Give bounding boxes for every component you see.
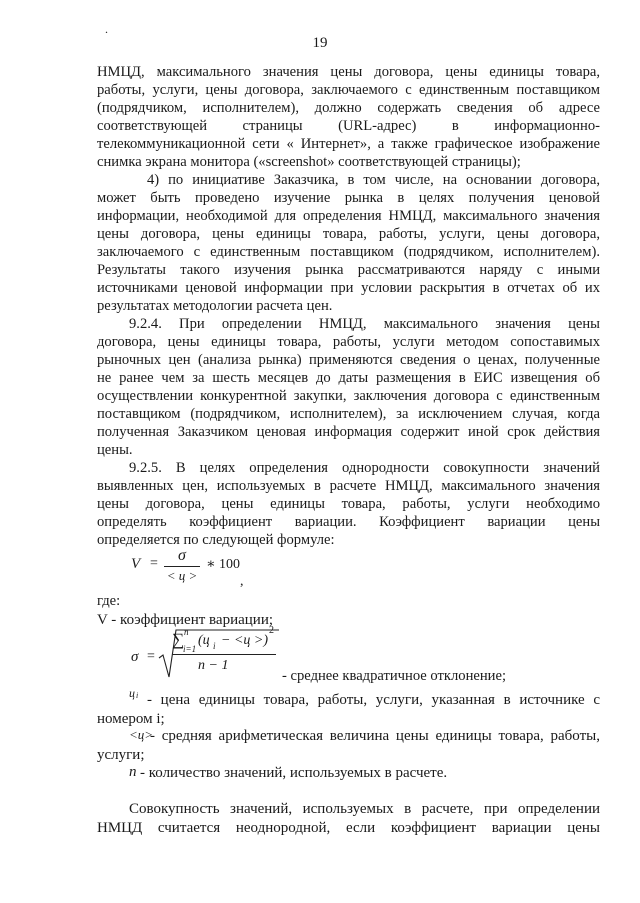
power-exponent: 2	[269, 625, 274, 636]
v-definition: V - коэффициент вариации;	[97, 612, 274, 628]
sum-upper-limit: n	[184, 627, 189, 637]
text-line: цены договора, цены единицы товара, работы, услуги, цены договора,	[97, 226, 600, 242]
text-line: НМЦД считается неоднородной, если коэффициент вариации цены	[97, 820, 600, 836]
price-symbol: ц	[129, 686, 135, 700]
mean-definition-cont: услуги;	[97, 747, 145, 763]
sum-term-mean: − <ц >)	[221, 633, 269, 648]
text-line: определяется по следующей формуле:	[97, 532, 335, 548]
text-line: заключаемого с единственным поставщиком (подрядчиком, исполнителем).	[97, 244, 600, 260]
where-label: где:	[97, 593, 121, 609]
formula-numerator: σ	[178, 547, 186, 564]
formula-comma: ,	[240, 574, 244, 589]
sum-term-index: i	[213, 641, 216, 651]
text-line: поставщиком (подрядчиком, исполнителем), за исключением случая, когда	[97, 406, 600, 422]
text-line: Совокупность значений, используемых в расчете, при определении	[129, 801, 600, 817]
text-line: выявленных цен, используемых в расчете НМЦД, максимального значения	[97, 478, 600, 494]
text-line: телекоммуникационной сети « Интернет», а также графическое изображение	[97, 136, 600, 152]
text-line: рыночных цен (анализа рынка) применяются сведения о ценах, полученные	[97, 352, 600, 368]
sigma-definition: - среднее квадратичное отклонение;	[282, 668, 507, 684]
price-definition-cont: номером i;	[97, 711, 165, 727]
text-line: 9.2.5. В целях определения однородности совокупности значений	[129, 460, 600, 476]
text-line: источниками ценовой информации при условии раскрытия в отчетах об их	[97, 280, 600, 296]
text-line: результатах методологии расчета цен.	[97, 298, 333, 314]
text-line: договора, цены единицы товара, работы, услуги методом сопоставимых	[97, 334, 600, 350]
formula-denominator: n − 1	[198, 658, 229, 673]
text-line: полученная Заказчиком ценовая информация содержит иной срок действия	[97, 424, 600, 440]
text-line: НМЦД, максимального значения цены договора, цены единицы товара,	[97, 64, 600, 80]
formula-denominator: < ц >	[166, 568, 198, 583]
page-number: 19	[312, 35, 328, 51]
text-line: соответствующей страницы (URL-адрес) в информационно-	[97, 118, 600, 134]
text-line: может быть проведено изучение рынка в целях получения ценовой	[97, 190, 600, 206]
formula-equals: =	[150, 556, 158, 571]
text-line: цены договора, цены единицы товара, работы, услуги необходимо	[97, 496, 600, 512]
text-line: информации, необходимой для определения НМЦД, максимального значения	[97, 208, 600, 224]
text-line: не ранее чем за шесть месяцев до даты размещения в ЕИС извещения об	[97, 370, 600, 386]
fraction-line	[164, 566, 200, 567]
mean-symbol: <ц>	[129, 727, 154, 742]
count-symbol: n	[129, 764, 137, 780]
formula-lhs: V	[131, 556, 141, 572]
fraction-line	[172, 654, 276, 655]
mean-definition: - средняя арифметическая величина цены единицы товара, работы,	[150, 728, 600, 744]
price-symbol-index: i	[136, 691, 139, 700]
text-line: цены.	[97, 442, 133, 458]
count-definition: - количество значений, используемых в расчете.	[140, 765, 448, 781]
formula-multiplier: ∗ 100	[206, 557, 241, 572]
page-mark: .	[105, 22, 108, 36]
sum-sign: ∑	[172, 630, 185, 649]
text-line: работы, услуги, цены договора, заключаемого с единственным поставщиком	[97, 82, 600, 98]
sigma-symbol: σ	[131, 649, 139, 665]
price-definition: - цена единицы товара, работы, услуги, указанная в источнике с	[147, 692, 600, 708]
text-line: (подрядчиком, исполнителем), должно содержать сведения об адресе	[97, 100, 600, 116]
sum-term: (ц	[198, 633, 210, 648]
text-line: Результаты такого изучения рынка рассматриваются наряду с иными	[97, 262, 600, 278]
text-line: 9.2.4. При определении НМЦД, максимального значения цены	[129, 316, 600, 332]
text-line: осуществлении конкурентной закупки, заключения договора с единственным	[97, 388, 600, 404]
text-line: определять коэффициент вариации. Коэффициент вариации цены	[97, 514, 600, 530]
formula-equals: =	[147, 649, 155, 664]
text-line: 4) по инициативе Заказчика, в том числе, на основании договора,	[147, 172, 600, 188]
text-line: снимка экрана монитора («screenshot» соответствующей страницы);	[97, 154, 521, 170]
sum-lower-limit: i=1	[183, 644, 197, 654]
